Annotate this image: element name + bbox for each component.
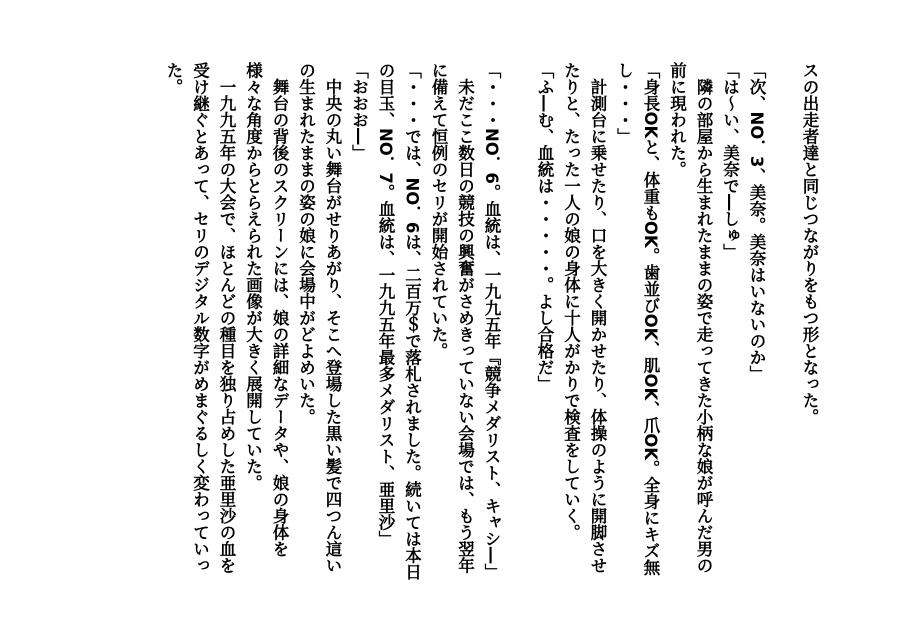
vertical-text-body xyxy=(82,62,822,582)
paragraph-14: 舞台の背後のスクリーンには、娘の詳細なデータや、娘の身体を様々な角度からとらえられた画像が大きく展開していた。 xyxy=(243,62,289,557)
paragraph-0: スの出走者達と同じつながりをもつ形となった。 xyxy=(800,62,819,425)
paragraph-15: 一九九五年の大会で、ほとんどの種目を独り占めした亜里沙の血を受け継ぐとあって、セリのデジタル数字がめまぐるしく変わっていった。 xyxy=(164,62,236,574)
paragraph-2: 「次、NO．3、美奈。美奈はいないのか」 xyxy=(747,62,766,382)
paragraph-12: 「おおお―」 xyxy=(349,62,369,161)
paragraph-5: 「身長OKと、体重もOK。歯並びOK、肌OK、爪OK。全身にキズ無し・・・」 xyxy=(614,62,660,576)
paragraph-13: 中央の丸い舞台がせりあがり、そこへ登場した黒い髪で四つん這いの生まれたままの姿の娘に会場中がどよめいた。 xyxy=(296,62,342,574)
paragraph-3: 「は〜い、美奈で―しゅ」 xyxy=(720,62,740,260)
paragraph-break xyxy=(504,62,531,582)
paragraph-7: 「ふ―む、血統は・・・・・。よし合格だ」 xyxy=(535,62,554,392)
paragraph-11: 「・・・では、NO．6は、二百万＄で落札されました。続いては本日の目玉、NO．7。血統は、一九九五年最多メダリスト、亜里沙」 xyxy=(376,62,422,580)
paragraph-10: 未だここ数日の競技の興奮がさめきっていない会場では、もう翌年に備えて恒例のセリが開始されていた。 xyxy=(429,62,475,574)
paragraph-9: 「・・・NO．6。血統は、一九九五年『競争メダリスト、キャシ―」 xyxy=(482,62,501,580)
paragraph-6: 計測台に乗せたり、口を大きく開かせたり、体操のように開脚させたりと、たった一人の娘の身体に十人がかりで検査をしていく。 xyxy=(561,62,607,574)
paragraph-4: 隣の部屋から生まれたままの姿で走ってきた小柄な娘が呼んだ男の前に現われた。 xyxy=(667,62,713,574)
paragraph-break xyxy=(769,62,796,582)
